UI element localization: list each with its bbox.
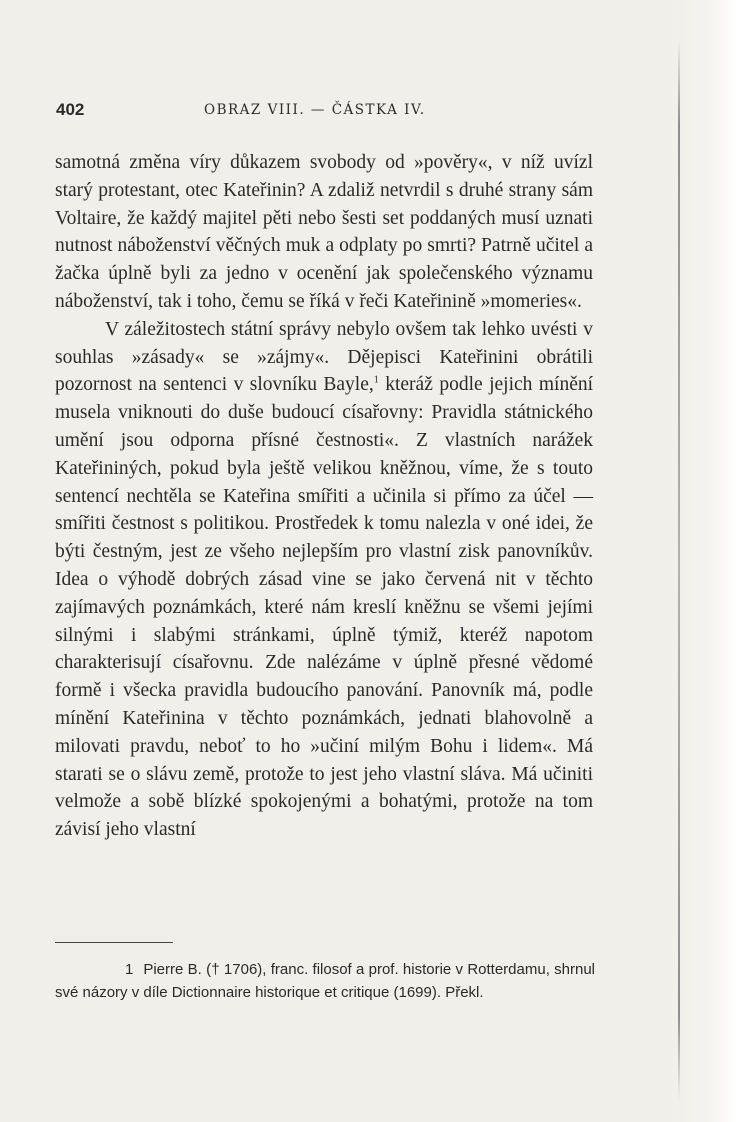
main-text (55, 149, 593, 844)
footnote-divider (55, 942, 173, 943)
paragraph-continued: samotná změna víry důkazem svobody od »pověry«, v níž uvízl starý protestant, otec Kateřinin? A zdaliž netvrdil s druhé strany sám Voltaire, že každý majitel pěti nebo šesti set poddaných musí uznati nutnost náboženství věčných muk a odplaty po smrti? Patrně učitel a žačka úplně byli za jedno v ocenění jak společenského významu náboženství, tak i toho, čemu se říká v řeči Kateřinině »momeries«. (55, 152, 593, 312)
footnote-reference: 1 (373, 374, 379, 386)
footnote-text: Pierre B. († 1706), franc. filosof a prof. historie v Rotterdamu, shrnul své názory v díle Dictionnaire historique et critique (1699). Překl. (55, 961, 595, 1001)
paragraph-state-affairs (55, 316, 593, 844)
paragraph-text-continued: kteráž podle jejich mínění musela vniknouti do duše budoucí císařovny: Pravidla státnického umění jsou odporna přísné čestnosti«. Z vlastních narážek Kateřininých, pokud byla ještě velikou kněžnou, víme, že s touto sentencí nechtěla se Kateřina smířiti a učinila si přímo za účel — smířiti čestnost s politikou. Prostředek k tomu nalezla v oné idei, že býti čestným, jest ze všeho nejlepším pro vlastní zisk panovníkův. Idea o výhodě dobrých zásad vine se jako červená nit v těchto zajímavých poznámkách, které nám kreslí kněžnu se všemi jejími silnými i slabými stránkami, úplně týmiž, kteréž napotom charakterisují císařovnu. Zde nalézáme v úplně přesné vědomé formě i všecka pravidla budoucího panování. Panovník má, podle mínění Kateřinina v těchto poznámkách, jednati blahovolně a milovati pravdu, neboť to ho »učiní milým Bohu i lidem«. Má starati se o slávu země, protože to jest jeho vlastní sláva. Má učiniti velmože a sobě blízké spokojenými a bohatými, protože na tom závisí jeho vlastní (55, 374, 594, 841)
footnote-number: 1 (125, 961, 134, 978)
book-gutter-line (678, 40, 680, 1100)
page-number: 402 (56, 100, 85, 119)
footnote (55, 958, 595, 1004)
running-title: OBRAZ VIII. — ČÁSTKA IV. (204, 102, 426, 118)
paragraph-text: V záležitostech státní správy nebylo ovšem tak lehko uvésti v souhlas »zásady« se »zájmy«. Dějepisci Kateřinini obrátili pozornost na sentenci v slovníku Bayle, (55, 318, 593, 396)
running-header (56, 100, 656, 124)
